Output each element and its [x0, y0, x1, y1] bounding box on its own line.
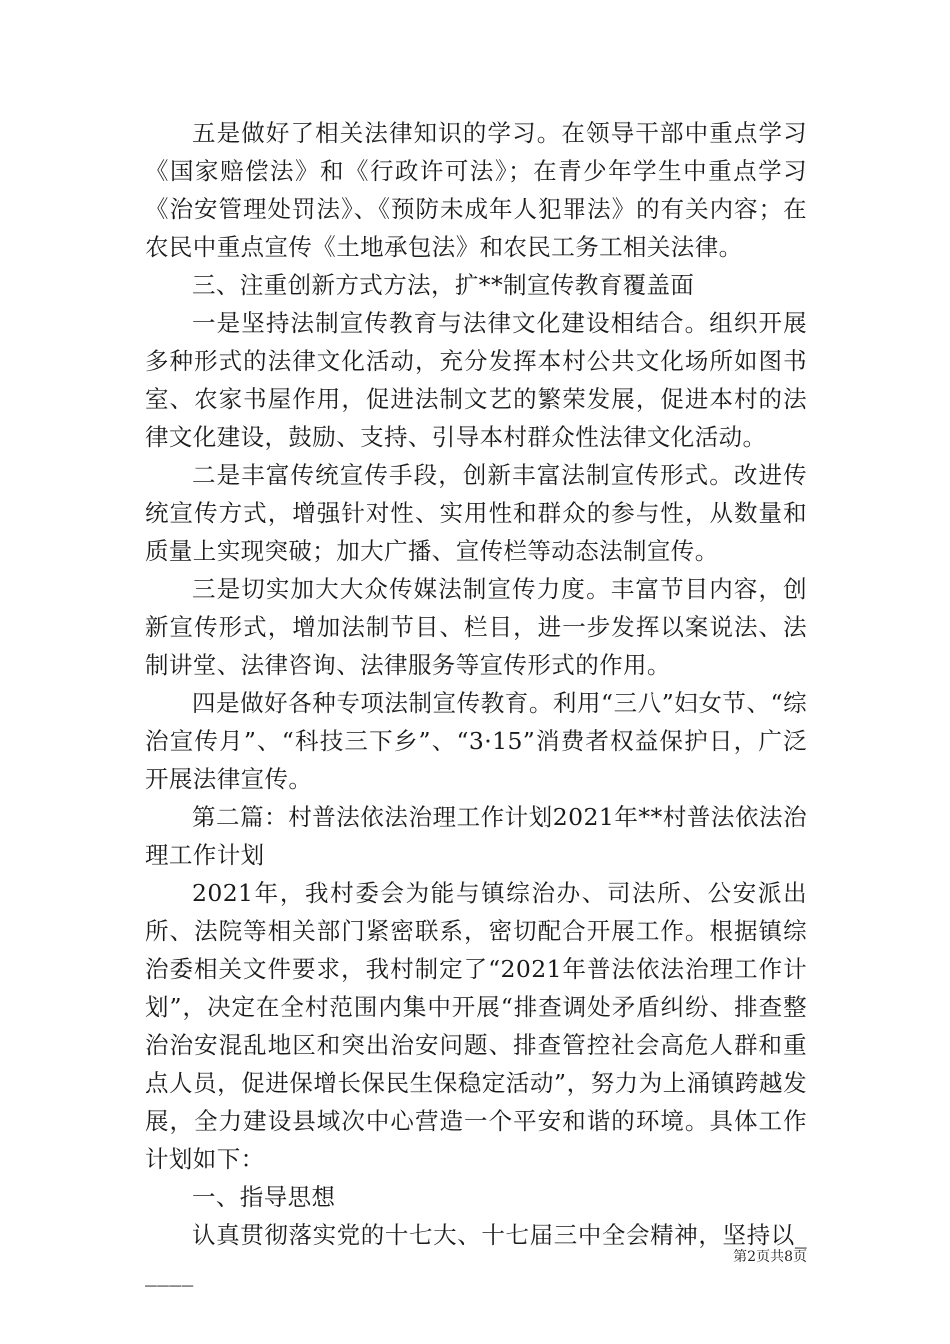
chapter-title: 第二篇：村普法依法治理工作计划2021年**村普法依法治理工作计划	[145, 803, 807, 869]
section-heading: 三、注重创新方式方法，扩**制宣传教育覆盖面	[192, 271, 695, 299]
paragraph: 四是做好各种专项法制宣传教育。利用“三八”妇女节、“综治宣传月”、“科技三下乡”、“3·15”消费者权益保护日，广泛开展法律宣传。	[145, 689, 807, 793]
paragraph: 二是丰富传统宣传手段，创新丰富法制宣传形式。改进传统宣传方式，增强针对性、实用性和群众的参与性，从数量和质量上实现突破；加大广播、宣传栏等动态法制宣传。	[145, 461, 807, 565]
section-heading: 一、指导思想	[192, 1183, 336, 1211]
page-number: 第2页共8页	[733, 1249, 807, 1265]
paragraph: 三是切实加大大众传媒法制宣传力度。丰富节目内容，创新宣传形式，增加法制节目、栏目，进一步发挥以案说法、法制讲堂、法律咨询、法律服务等宣传形式的作用。	[145, 575, 807, 679]
paragraph: 一是坚持法制宣传教育与法律文化建设相结合。组织开展多种形式的法律文化活动，充分发挥本村公共文化场所如图书室、农家书屋作用，促进法制文艺的繁荣发展，促进本村的法律文化建设，鼓励、支持、引导本村群众性法律文化活动。	[145, 309, 807, 451]
paragraph: 五是做好了相关法律知识的学习。在领导干部中重点学习《国家赔偿法》和《行政许可法》；在青少年学生中重点学习《治安管理处罚法》、《预防未成年人犯罪法》的有关内容；在农民中重点宣传《土地承包法》和农民工务工相关法律。	[145, 119, 807, 261]
document-body	[145, 114, 807, 1292]
paragraph: 认真贯彻落实党的十七大、十七届三中全会精神，坚持以_____	[145, 1221, 807, 1287]
paragraph: 2021年，我村委会为能与镇综治办、司法所、公安派出所、法院等相关部门紧密联系，密切配合开展工作。根据镇综治委相关文件要求，我村制定了“2021年普法依法治理工作计划”，决定在全村范围内集中开展“排查调处矛盾纠纷、排查整治治安混乱地区和突出治安问题、排查管控社会高危人群和重点人员，促进保增长保民生保稳定活动”，努力为上涌镇跨越发展，全力建设县域次中心营造一个平安和谐的环境。具体工作计划如下：	[145, 879, 807, 1173]
